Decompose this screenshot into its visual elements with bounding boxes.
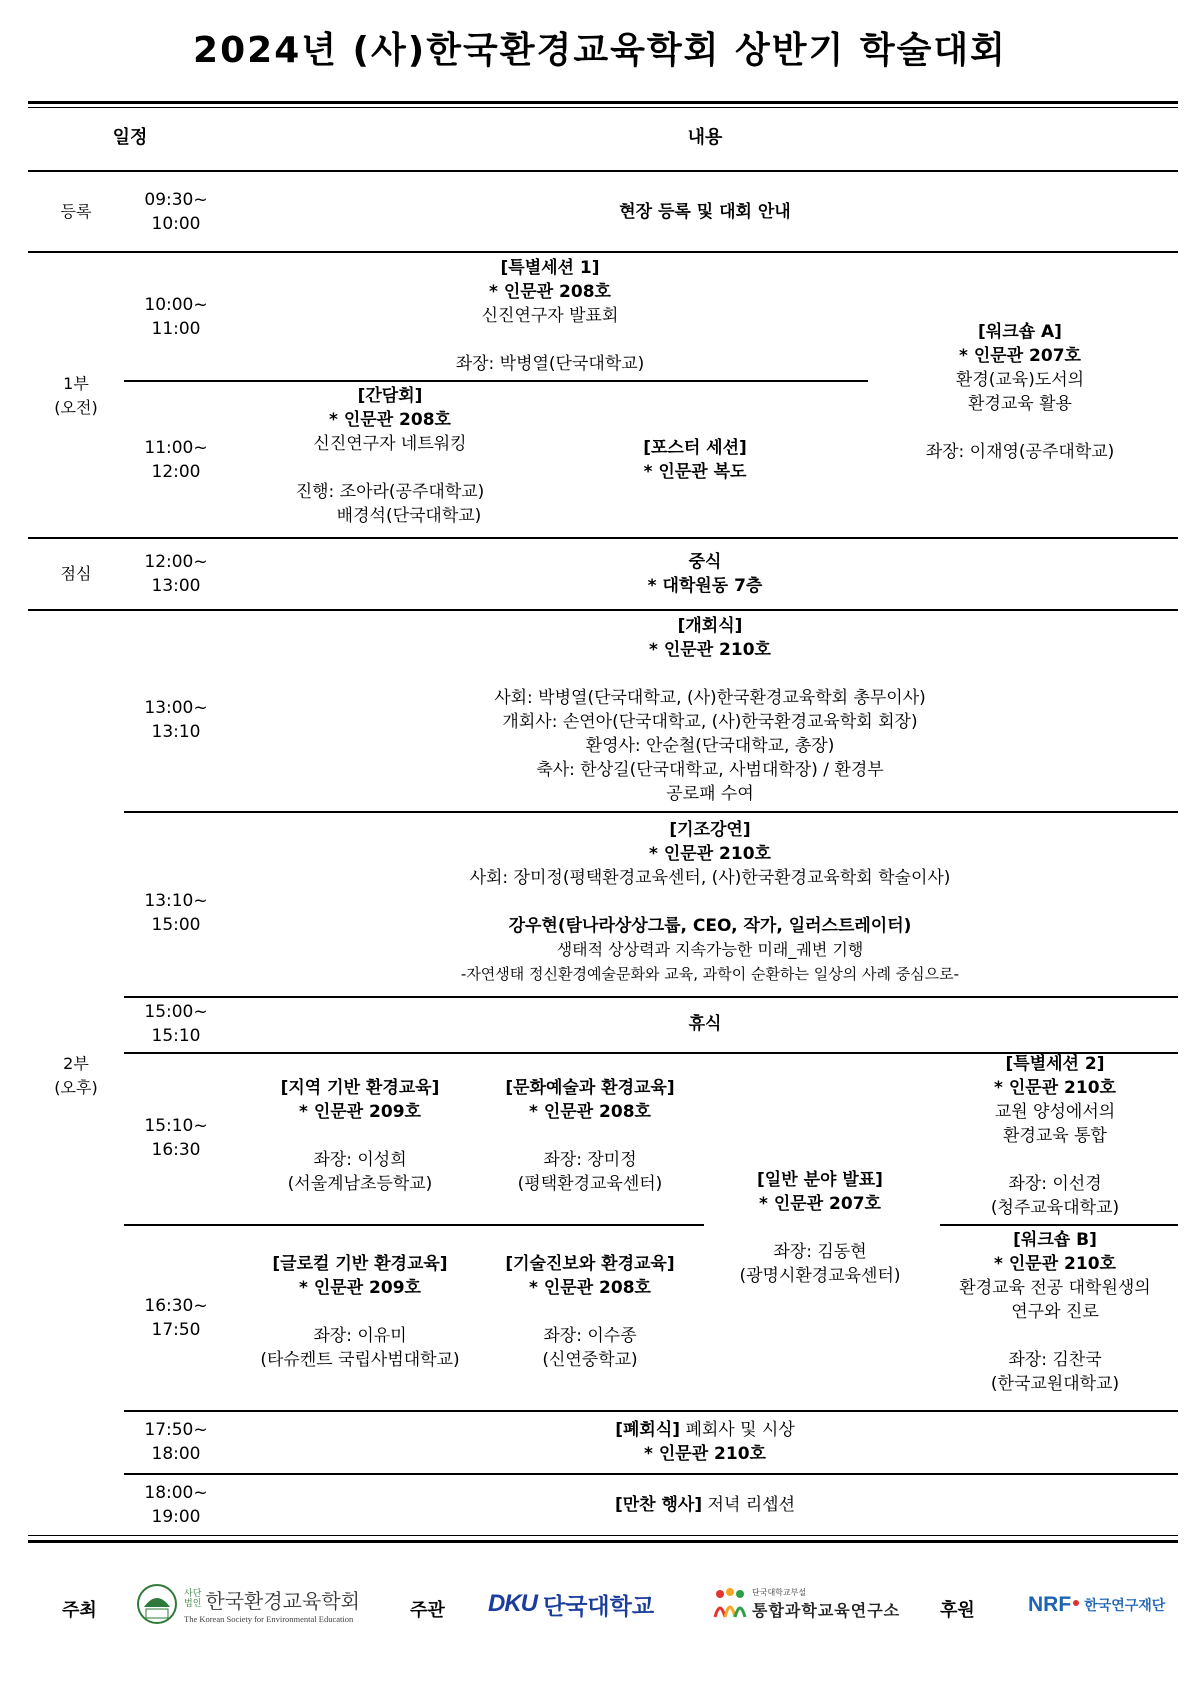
- session-title: [워크숍 A]: [978, 322, 1062, 342]
- culture-session: [470, 1076, 710, 1196]
- footer-sponsor-label: 후원: [940, 1600, 975, 1621]
- session-room: * 인문관 207호: [759, 1194, 881, 1214]
- time-opening: [124, 696, 228, 744]
- dku-name: 단국대학교: [543, 1593, 655, 1620]
- time-end: 13:10: [151, 722, 201, 742]
- time-start: 12:00~: [144, 552, 208, 572]
- dku-logo: [488, 1586, 654, 1622]
- session-topic-2: 환경교육 통합: [1003, 1126, 1107, 1146]
- time-end: 13:00: [151, 576, 201, 596]
- footer-host-label: 주최: [62, 1600, 97, 1621]
- special-session-2: [935, 1052, 1175, 1220]
- time-part1-slot2: [124, 436, 228, 484]
- time-start: 09:30~: [144, 190, 208, 210]
- session-title: [포스터 세션]: [643, 438, 747, 458]
- keynote-divider: [124, 996, 1178, 998]
- part1-label-main: 1부: [63, 374, 89, 393]
- time-end: 15:00: [151, 915, 201, 935]
- session-room: * 인문관 208호: [529, 1102, 651, 1122]
- nrf-mark-icon: NRF: [1028, 1593, 1072, 1616]
- session-room: * 인문관 208호: [329, 410, 451, 430]
- closing-ceremony: [560, 1418, 850, 1466]
- time-end: 11:00: [151, 319, 201, 339]
- keynote-subtitle: -자연생태 정신환경예술문화와 교육, 과학이 순환하는 일상의 사례 중심으로-: [460, 965, 960, 983]
- lunch-content: [590, 550, 820, 598]
- lunch-place: * 대학원동 7층: [647, 576, 763, 596]
- closing-title-row: [560, 1418, 850, 1442]
- session-chair: 좌장: 이유미: [313, 1326, 407, 1346]
- session-title: [만찬 행사]: [614, 1495, 703, 1515]
- session4-divider: [124, 1410, 1178, 1412]
- nrf-dot-icon: [1072, 1600, 1080, 1610]
- session-topic-2: 환경교육 활용: [968, 394, 1072, 414]
- registration-divider: [28, 251, 1178, 253]
- time-end: 15:10: [151, 1026, 201, 1046]
- session-chair: 좌장: 장미정: [543, 1150, 637, 1170]
- host-logo: [136, 1582, 360, 1626]
- time-keynote: [124, 889, 228, 937]
- workshop-a: [910, 320, 1130, 464]
- break-content: 휴식: [688, 1014, 722, 1034]
- regional-session: [230, 1076, 490, 1196]
- institute-logo: [712, 1584, 900, 1624]
- part2-label-main: 2부: [63, 1054, 89, 1073]
- keynote-lecture: [390, 818, 1030, 986]
- session-title-rest: 폐회사 및 시상: [685, 1420, 795, 1440]
- session-room: * 인문관 209호: [299, 1102, 421, 1122]
- session-title: [특별세션 1]: [500, 258, 600, 278]
- session-host: 진행: 조아라(공주대학교): [295, 482, 485, 502]
- part2-label-sub: (오후): [54, 1078, 98, 1097]
- session-title: [지역 기반 환경교육]: [280, 1078, 440, 1098]
- part1-label-sub: (오전): [54, 398, 98, 417]
- time-end: 18:00: [151, 1444, 201, 1464]
- session-host-2: 배경석(단국대학교): [336, 506, 482, 526]
- time-start: 18:00~: [144, 1483, 208, 1503]
- meeting-session: [260, 384, 520, 528]
- session-room: * 인문관 210호: [649, 844, 771, 864]
- dinner-event: [560, 1493, 850, 1517]
- host-english-name: The Korean Society for Environmental Education: [184, 1613, 354, 1624]
- time-start: 13:10~: [144, 891, 208, 911]
- header-content: 내용: [687, 127, 723, 148]
- time-start: 15:00~: [144, 1002, 208, 1022]
- time-dinner: [124, 1481, 228, 1529]
- page-title: 2024년 (사)한국환경교육학회 상반기 학술대회: [193, 30, 1007, 71]
- session-title: [폐회식]: [615, 1420, 681, 1440]
- workshop-b: [935, 1228, 1175, 1396]
- opening-line-3: 환영사: 안순철(단국대학교, 총장): [585, 736, 835, 756]
- part1-divider: [28, 537, 1178, 539]
- time-end: 12:00: [151, 462, 201, 482]
- part-label-lunch: 점심: [60, 564, 92, 583]
- top-double-rule-2: [28, 107, 1178, 108]
- nrf-name: 한국연구재단: [1084, 1598, 1166, 1614]
- bottom-double-rule-1: [28, 1535, 1178, 1536]
- top-double-rule-1: [28, 101, 1178, 104]
- closing-divider: [124, 1473, 1178, 1475]
- session-topic: 교원 양성에서의: [994, 1102, 1116, 1122]
- kosee-emblem-icon: [136, 1583, 178, 1625]
- time-start: 15:10~: [144, 1116, 208, 1136]
- session-title: [글로컬 기반 환경교육]: [272, 1254, 448, 1274]
- session-chair: 좌장: 이재영(공주대학교): [925, 442, 1115, 462]
- session-room: * 인문관 207호: [959, 346, 1081, 366]
- institute-people-icon: [712, 1587, 748, 1621]
- time-break: [124, 1000, 228, 1048]
- header-schedule: 일정: [112, 127, 148, 148]
- session-chair: 좌장: 김찬국: [1008, 1350, 1102, 1370]
- session-room: * 인문관 210호: [649, 640, 771, 660]
- host-small-1: 사단: [184, 1589, 202, 1599]
- session-affiliation: (신연중학교): [542, 1350, 638, 1370]
- time-end: 19:00: [151, 1507, 201, 1527]
- dku-mark-icon: DKU: [488, 1590, 537, 1617]
- time-lunch: [124, 550, 228, 598]
- time-start: 11:00~: [144, 438, 208, 458]
- glocal-session: [220, 1252, 500, 1372]
- special-session-1: [400, 256, 700, 376]
- session-affiliation: (한국교원대학교): [990, 1374, 1120, 1394]
- session-title: [워크숍 B]: [1013, 1230, 1097, 1250]
- header-divider: [28, 170, 1178, 172]
- session-room: * 인문관 210호: [994, 1078, 1116, 1098]
- poster-session: [610, 436, 780, 484]
- time-start: 10:00~: [144, 295, 208, 315]
- session-room: * 인문관 210호: [644, 1444, 766, 1464]
- time-end: 17:50: [151, 1320, 201, 1340]
- time-closing: [124, 1418, 228, 1466]
- kosee-text: [184, 1585, 360, 1624]
- bottom-double-rule-2: [28, 1540, 1178, 1543]
- lunch-title: 중식: [688, 552, 722, 572]
- footer-organizer-label: 주관: [410, 1600, 445, 1621]
- session-affiliation: (타슈켄트 국립사범대학교): [260, 1350, 460, 1370]
- part-label-registration: 등록: [60, 202, 92, 221]
- session-topic: 신진연구자 네트워킹: [313, 434, 467, 454]
- session-topic: 환경(교육)도서의: [955, 370, 1085, 390]
- time-start: 13:00~: [144, 698, 208, 718]
- opening-ceremony: [390, 614, 1030, 806]
- session-affiliation: (평택환경교육센터): [517, 1174, 663, 1194]
- session3-divider: [124, 1224, 704, 1226]
- keynote-topic: 생태적 상상력과 지속가능한 미래_궤변 기행: [556, 940, 864, 959]
- institute-small: 단국대학교부설: [752, 1588, 807, 1597]
- opening-line-2: 개회사: 손연아(단국대학교, (사)한국환경교육학회 회장): [502, 712, 918, 732]
- session-affiliation: (청주교육대학교): [990, 1198, 1120, 1218]
- session-topic: 환경교육 전공 대학원생의: [959, 1278, 1151, 1298]
- session-chair: 좌장: 박병열(단국대학교): [455, 354, 645, 374]
- keynote-speaker: 강우현(탐나라상상그룹, CEO, 작가, 일러스트레이터): [508, 916, 912, 936]
- part2-label: [40, 1052, 112, 1100]
- session-title: [개회식]: [677, 616, 743, 636]
- session-title-rest: 저녁 리셉션: [707, 1495, 796, 1515]
- session-room: * 인문관 209호: [299, 1278, 421, 1298]
- opening-line-4: 축사: 한상길(단국대학교, 사범대학장) / 환경부: [536, 760, 884, 780]
- session-room: * 인문관 복도: [643, 462, 747, 482]
- session-title: [문화예술과 환경교육]: [505, 1078, 675, 1098]
- time-part1-slot1: [124, 293, 228, 341]
- lunch-divider: [28, 609, 1178, 611]
- tech-session: [470, 1252, 710, 1372]
- session-chair: 좌장: 김동현: [773, 1242, 867, 1262]
- session-chair: 좌장: 이수종: [543, 1326, 637, 1346]
- session-topic-2: 연구와 진로: [1011, 1302, 1099, 1322]
- general-session: [710, 1168, 930, 1288]
- time-start: 16:30~: [144, 1296, 208, 1316]
- special2-divider: [940, 1224, 1178, 1226]
- session-affiliation: (광명시환경교육센터): [739, 1266, 901, 1286]
- session-affiliation: (서울계남초등학교): [287, 1174, 433, 1194]
- session-chair: 좌장: 이성희: [313, 1150, 407, 1170]
- time-start: 17:50~: [144, 1420, 208, 1440]
- session-title: [일반 분야 발표]: [757, 1170, 883, 1190]
- time-slot4: [124, 1294, 228, 1342]
- session-room: * 인문관 208호: [489, 282, 611, 302]
- session-title: [기술진보와 환경교육]: [505, 1254, 675, 1274]
- time-end: 10:00: [151, 214, 201, 234]
- part1-label: [40, 372, 112, 420]
- session-title: [기조강연]: [669, 820, 751, 840]
- part1-mid-divider: [124, 380, 868, 382]
- session-topic: 신진연구자 발표회: [481, 306, 619, 326]
- opening-line-5: 공로패 수여: [666, 784, 754, 804]
- keynote-host: 사회: 장미정(평택환경교육센터, (사)한국환경교육학회 학술이사): [469, 868, 951, 888]
- institute-name: 통합과학교육연구소: [752, 1601, 901, 1620]
- nrf-logo: [1028, 1590, 1165, 1620]
- host-small-2: 법인: [184, 1599, 202, 1609]
- session-chair: 좌장: 이선경: [1008, 1174, 1102, 1194]
- opening-line-1: 사회: 박병열(단국대학교, (사)한국환경교육학회 총무이사): [494, 688, 926, 708]
- opening-divider: [124, 811, 1178, 813]
- session-room: * 인문관 208호: [529, 1278, 651, 1298]
- session-title: [간담회]: [357, 386, 423, 406]
- host-name: 한국환경교육학회: [205, 1588, 360, 1613]
- session-title: [특별세션 2]: [1005, 1054, 1105, 1074]
- time-slot3: [124, 1114, 228, 1162]
- time-registration: [124, 188, 228, 236]
- session-room: * 인문관 210호: [994, 1254, 1116, 1274]
- registration-content: 현장 등록 및 대회 안내: [619, 202, 791, 222]
- time-end: 16:30: [151, 1140, 201, 1160]
